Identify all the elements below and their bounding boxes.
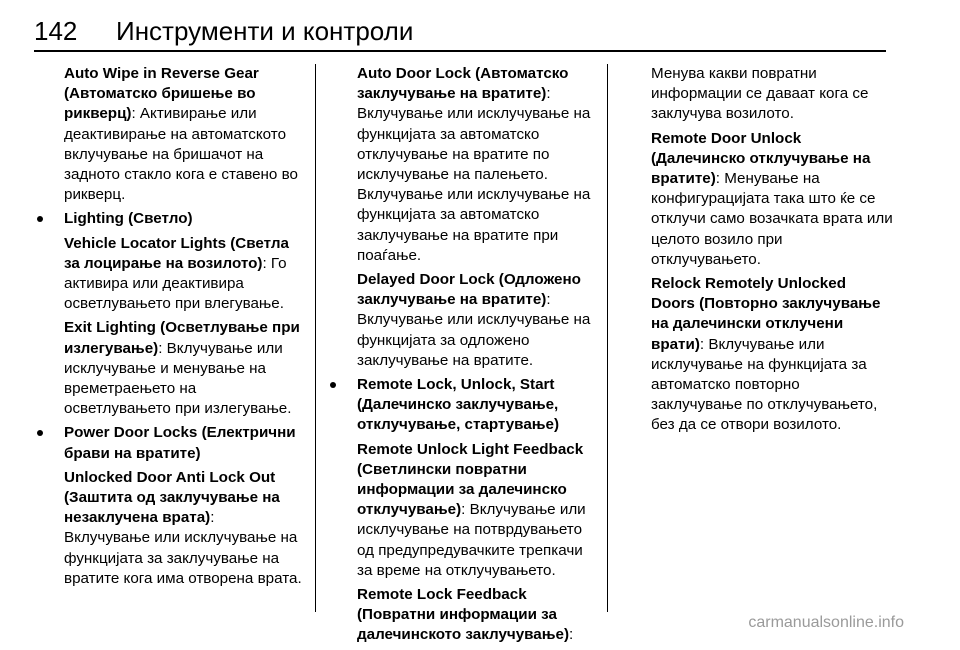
anti-lock-entry <box>64 468 304 589</box>
column-divider <box>315 64 316 612</box>
power-locks-heading: Power Door Locks (Електрични брави на вратите) <box>64 424 296 462</box>
light-feedback-title: Remote Unlock Light Feedback (Светлински повратни информации за далечинско отклучување) <box>357 440 584 519</box>
lighting-section <box>64 209 304 229</box>
column-2 <box>357 64 597 650</box>
anti-lock-title: Unlocked Door Anti Lock Out (Заштита од заклучување на незаклучена врата) <box>64 468 280 527</box>
lock-feedback-title: Remote Lock Feedback (Повратни информации за далечинското заклучување) <box>357 586 570 644</box>
exit-lighting-title: Exit Lighting (Осветлување при излегување) <box>64 319 300 357</box>
bullet-icon <box>330 382 336 388</box>
page-header <box>34 14 886 52</box>
delayed-lock-entry <box>357 270 597 371</box>
column-1 <box>64 64 304 593</box>
auto-wipe-title: Auto Wipe in Reverse Gear (Автоматско бришење во рикверц) <box>64 65 259 123</box>
auto-lock-title: Auto Door Lock (Автоматско заклучување на вратите) <box>357 65 569 103</box>
light-feedback-entry <box>357 440 597 581</box>
column-3 <box>651 64 893 440</box>
remote-unlock-entry <box>651 129 893 270</box>
locator-text: : Го активира или деактивира осветлувањето при влегување. <box>64 254 287 313</box>
light-feedback-text: : Вклучување или исклучување на потврдувањето од предупредувачките трепкачи за време на отклучувањето. <box>357 501 586 579</box>
watermark: carmanualsonline.info <box>748 614 904 631</box>
feedback-continuation: Менува какви повратни информации се даваат кога се заклучува возилото. <box>651 65 869 123</box>
auto-wipe-text: : Активирање или деактивирање на автоматското вклучување на бришачот на задното стакло кога е ставено во рикверц. <box>64 105 298 204</box>
remote-unlock-title: Remote Door Unlock (Далечинско отклучување на вратите) <box>651 129 871 188</box>
delayed-lock-text: : Вклучување или исклучување на функцијата за одложено заклучување на вратите. <box>357 291 591 369</box>
remote-unlock-text: : Менување на конфигурацијата така што ќе се отклучи само возачката врата или целото возило при отклучувањето. <box>651 170 893 268</box>
lock-feedback-entry <box>357 585 597 646</box>
bullet-icon <box>37 430 43 436</box>
locator-entry <box>64 234 304 315</box>
lock-feedback-text: : <box>569 626 574 644</box>
auto-lock-entry <box>357 64 597 266</box>
anti-lock-text: : Вклучување или исклучување на функцијата за заклучување на вратите кога има отворена врата. <box>64 509 302 587</box>
exit-lighting-entry <box>64 318 304 419</box>
auto-lock-text: : Вклучување или исклучување на функцијата за автоматско отклучување на вратите по исклучување на палењето. Вклучување или исклучување на функцијата за автоматско заклучување на вратите при поаѓање. <box>357 85 591 264</box>
auto-wipe-entry <box>64 64 304 205</box>
power-locks-section <box>64 423 304 463</box>
column-divider <box>607 64 608 612</box>
locator-title: Vehicle Locator Lights (Светла за лоцирање на возилото) <box>64 234 289 272</box>
relock-text: : Вклучување или исклучување на функцијата за автоматско повторно заклучување по отклучувањето, без да се отвори возилото. <box>651 335 878 434</box>
remote-heading: Remote Lock, Unlock, Start (Далечинско заклучување, отклучување, стартување) <box>357 376 560 434</box>
page-number: 142 <box>34 16 78 46</box>
delayed-lock-title: Delayed Door Lock (Одложено заклучување на вратите) <box>357 271 581 309</box>
relock-title: Relock Remotely Unlocked Doors (Повторно заклучување на далечински отклучени врати) <box>651 275 881 353</box>
bullet-icon <box>37 216 43 222</box>
relock-entry <box>651 274 893 436</box>
chapter-title: Инструменти и контроли <box>116 16 414 46</box>
lighting-heading: Lighting (Светло) <box>64 210 193 228</box>
remote-section <box>357 375 597 436</box>
exit-lighting-text: : Вклучување или исклучување и менување на времетраењето на осветлувањето при излегување. <box>64 339 292 418</box>
